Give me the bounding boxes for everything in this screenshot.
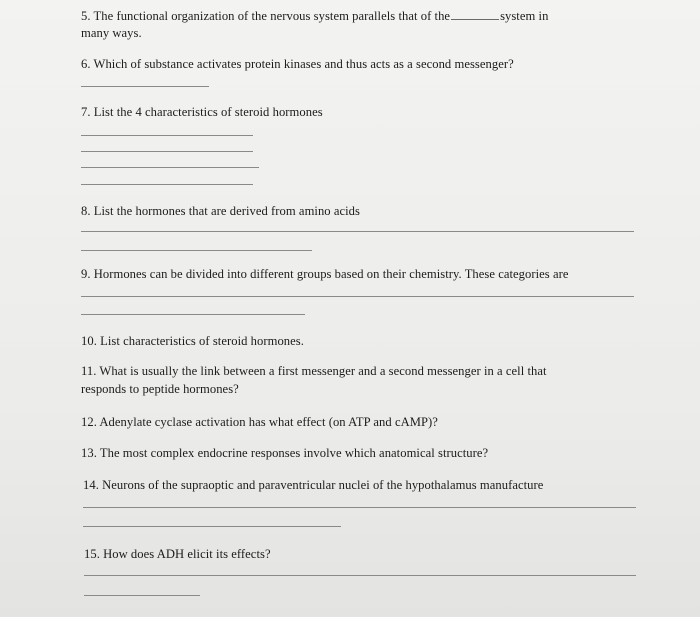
answer-line-9a[interactable] — [81, 296, 634, 297]
question-5-line-1 — [81, 8, 548, 25]
question-5-inline-blank[interactable] — [451, 8, 499, 20]
answer-line-7c[interactable] — [81, 167, 259, 168]
answer-line-7d[interactable] — [81, 184, 253, 185]
answer-line-8b[interactable] — [81, 250, 312, 251]
answer-line-14b[interactable] — [83, 526, 341, 527]
question-8: 8. List the hormones that are derived from amino acids — [81, 204, 360, 218]
answer-line-15a[interactable] — [84, 575, 636, 576]
question-7: 7. List the 4 characteristics of steroid hormones — [81, 105, 323, 119]
answer-line-7a[interactable] — [81, 135, 253, 136]
question-5-text-b: system in — [500, 9, 549, 23]
answer-line-14a[interactable] — [83, 507, 636, 508]
question-9: 9. Hormones can be divided into different groups based on their chemistry. These categories are — [81, 267, 569, 281]
answer-line-6[interactable] — [81, 86, 209, 87]
question-15: 15. How does ADH elicit its effects? — [84, 547, 271, 561]
question-5-text-a: 5. The functional organization of the nervous system parallels that of the — [81, 9, 451, 23]
question-5-line-2: many ways. — [81, 26, 142, 40]
question-11-line-1: 11. What is usually the link between a first messenger and a second messenger in a cell that — [81, 364, 547, 378]
answer-line-15b[interactable] — [84, 595, 200, 596]
answer-line-8a[interactable] — [81, 231, 634, 232]
question-6: 6. Which of substance activates protein kinases and thus acts as a second messenger? — [81, 57, 514, 71]
question-13: 13. The most complex endocrine responses involve which anatomical structure? — [81, 446, 489, 460]
answer-line-9b[interactable] — [81, 314, 305, 315]
answer-line-7b[interactable] — [81, 151, 253, 152]
question-11-line-2: responds to peptide hormones? — [81, 382, 239, 396]
question-12: 12. Adenylate cyclase activation has what effect (on ATP and cAMP)? — [81, 415, 438, 429]
question-10: 10. List characteristics of steroid hormones. — [81, 334, 304, 348]
question-14: 14. Neurons of the supraoptic and paraventricular nuclei of the hypothalamus manufacture — [83, 478, 544, 492]
